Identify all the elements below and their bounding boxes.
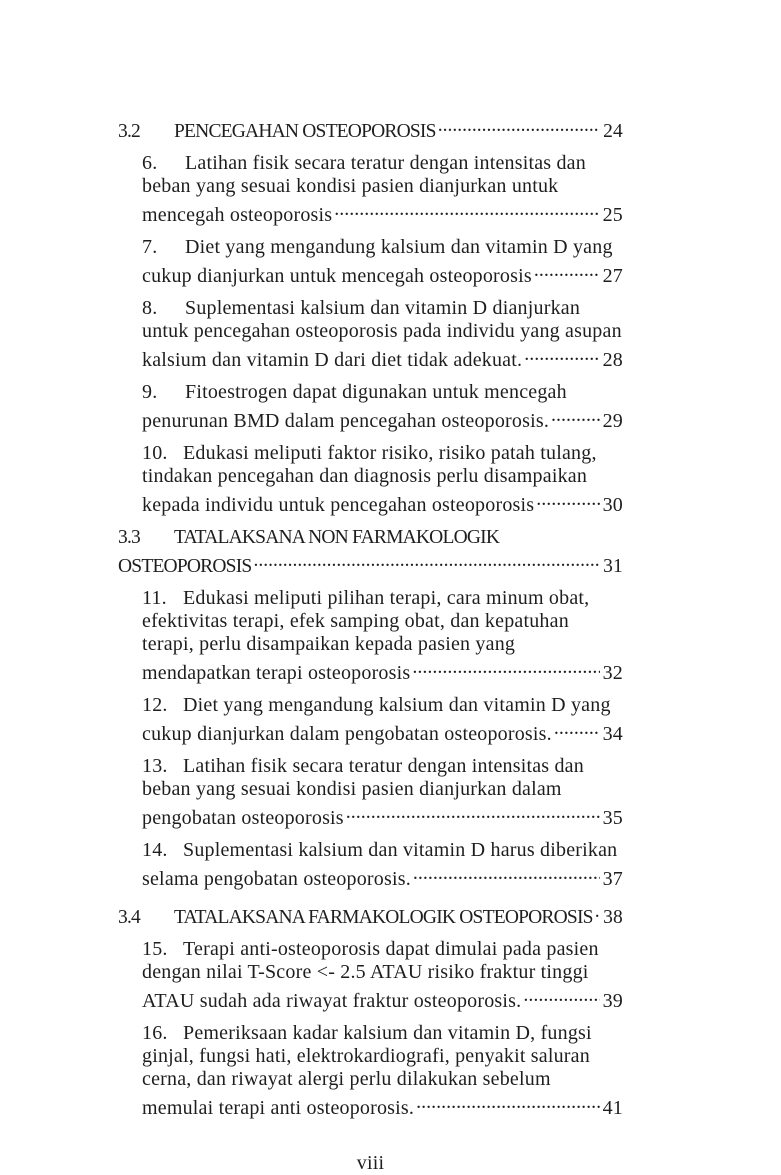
toc-entry-number: 3.4 bbox=[118, 907, 140, 928]
toc-entry-text: Diet yang mengandung kalsium dan vitamin D yang cukup dianjurkan untuk mencegah osteoporosis ..... bbox=[142, 236, 613, 287]
toc-entry-page: 34 bbox=[600, 723, 623, 746]
toc-entry bbox=[142, 236, 623, 288]
toc-entry-text: Latihan fisik secara teratur dengan intensitas dan beban yang sesuai kondisi pasien dianjurkan untuk mencegah osteoporosis ..... bbox=[142, 152, 586, 226]
toc-entry-number: 7. bbox=[142, 236, 158, 258]
toc-entry-page: 28 bbox=[600, 349, 623, 372]
toc-entry-page: 24 bbox=[600, 120, 623, 143]
toc-entry bbox=[142, 839, 623, 891]
toc-entry-page: 41 bbox=[600, 1097, 623, 1120]
toc-entry-number: 11. bbox=[142, 587, 167, 609]
toc-entry-number: 3.2 bbox=[118, 121, 140, 142]
toc-entry-page: 27 bbox=[600, 265, 623, 288]
toc-entry bbox=[142, 694, 623, 746]
toc-entry-number: 16. bbox=[142, 1022, 168, 1044]
page-number-footer: viii bbox=[356, 1152, 385, 1174]
toc-entry-text: PENCEGAHAN OSTEOPOROSIS ..... bbox=[174, 121, 438, 142]
toc-entry-number: 10. bbox=[142, 442, 168, 464]
toc-section-entry bbox=[118, 900, 623, 929]
toc-entry-text: Diet yang mengandung kalsium dan vitamin D yang cukup dianjurkan dalam pengobatan osteoporosis. ..... bbox=[142, 694, 611, 745]
toc-entry-number: 15. bbox=[142, 938, 168, 960]
toc-entry bbox=[142, 297, 623, 372]
toc-entry-text: Pemeriksaan kadar kalsium dan vitamin D, fungsi ginjal, fungsi hati, elektrokardiografi, penyakit saluran cerna, dan riwayat alergi perlu dilakukan sebelum memulai terapi anti osteoporosis. ..... bbox=[142, 1022, 592, 1119]
toc-entry-number: 3.3 bbox=[118, 527, 140, 548]
table-of-contents bbox=[118, 114, 623, 1175]
toc-entry-text: TATALAKSANA NON FARMAKOLOGIK OSTEOPOROSIS ..... bbox=[118, 527, 499, 577]
toc-entry bbox=[142, 938, 623, 1013]
toc-entry-text: Suplementasi kalsium dan vitamin D harus diberikan selama pengobatan osteoporosis. ..... bbox=[142, 839, 617, 890]
toc-entry-text: TATALAKSANA FARMAKOLOGIK OSTEOPOROSIS ..... bbox=[174, 907, 595, 928]
toc-entry bbox=[142, 1022, 623, 1120]
toc-entry-number: 8. bbox=[142, 297, 158, 319]
toc-entry-page: 39 bbox=[600, 990, 623, 1013]
toc-entry-number: 6. bbox=[142, 152, 158, 174]
toc-entry bbox=[142, 152, 623, 227]
toc-entry bbox=[142, 587, 623, 685]
toc-entry-page: 37 bbox=[600, 868, 623, 891]
toc-entry-text: Suplementasi kalsium dan vitamin D dianjurkan untuk pencegahan osteoporosis pada individu yang asupan kalsium dan vitamin D dari diet tidak adekuat. ..... bbox=[142, 297, 622, 371]
toc-entry-text: Edukasi meliputi pilihan terapi, cara minum obat, efektivitas terapi, efek samping obat, dan kepatuhan terapi, perlu disampaikan kepada pasien yang mendapatkan terapi osteoporosis ..... bbox=[142, 587, 589, 684]
toc-entry-page: 25 bbox=[600, 204, 623, 227]
toc-entry bbox=[142, 442, 623, 517]
toc-entry-text: Fitoestrogen dapat digunakan untuk mencegah penurunan BMD dalam pencegahan osteoporosis. ..... bbox=[142, 381, 567, 432]
toc-entry-page: 32 bbox=[600, 662, 623, 685]
toc-entry-text: Terapi anti-osteoporosis dapat dimulai pada pasien dengan nilai T-Score <- 2.5 ATAU risiko fraktur tinggi ATAU sudah ada riwayat fraktur osteoporosis. ..... bbox=[142, 938, 599, 1012]
toc-entry-page: 35 bbox=[600, 807, 623, 830]
toc-entry bbox=[142, 381, 623, 433]
toc-entry-number: 14. bbox=[142, 839, 168, 861]
toc-entry-text: Latihan fisik secara teratur dengan intensitas dan beban yang sesuai kondisi pasien dianjurkan dalam pengobatan osteoporosis ..... bbox=[142, 755, 584, 829]
toc-entry-text: Edukasi meliputi faktor risiko, risiko patah tulang, tindakan pencegahan dan diagnosis perlu disampaikan kepada individu untuk pencegahan osteoporosis ..... bbox=[142, 442, 597, 516]
toc-entry-page: 29 bbox=[600, 410, 623, 433]
toc-entry-page: 31 bbox=[600, 555, 623, 578]
toc-section-entry bbox=[118, 526, 623, 578]
toc-entry-page: 38 bbox=[600, 906, 623, 929]
toc-entry-number: 13. bbox=[142, 755, 168, 777]
toc-entry-page: 30 bbox=[600, 494, 623, 517]
toc-section-entry bbox=[118, 114, 623, 143]
toc-entry bbox=[142, 755, 623, 830]
toc-entry-number: 12. bbox=[142, 694, 168, 716]
toc-entry-number: 9. bbox=[142, 381, 158, 403]
